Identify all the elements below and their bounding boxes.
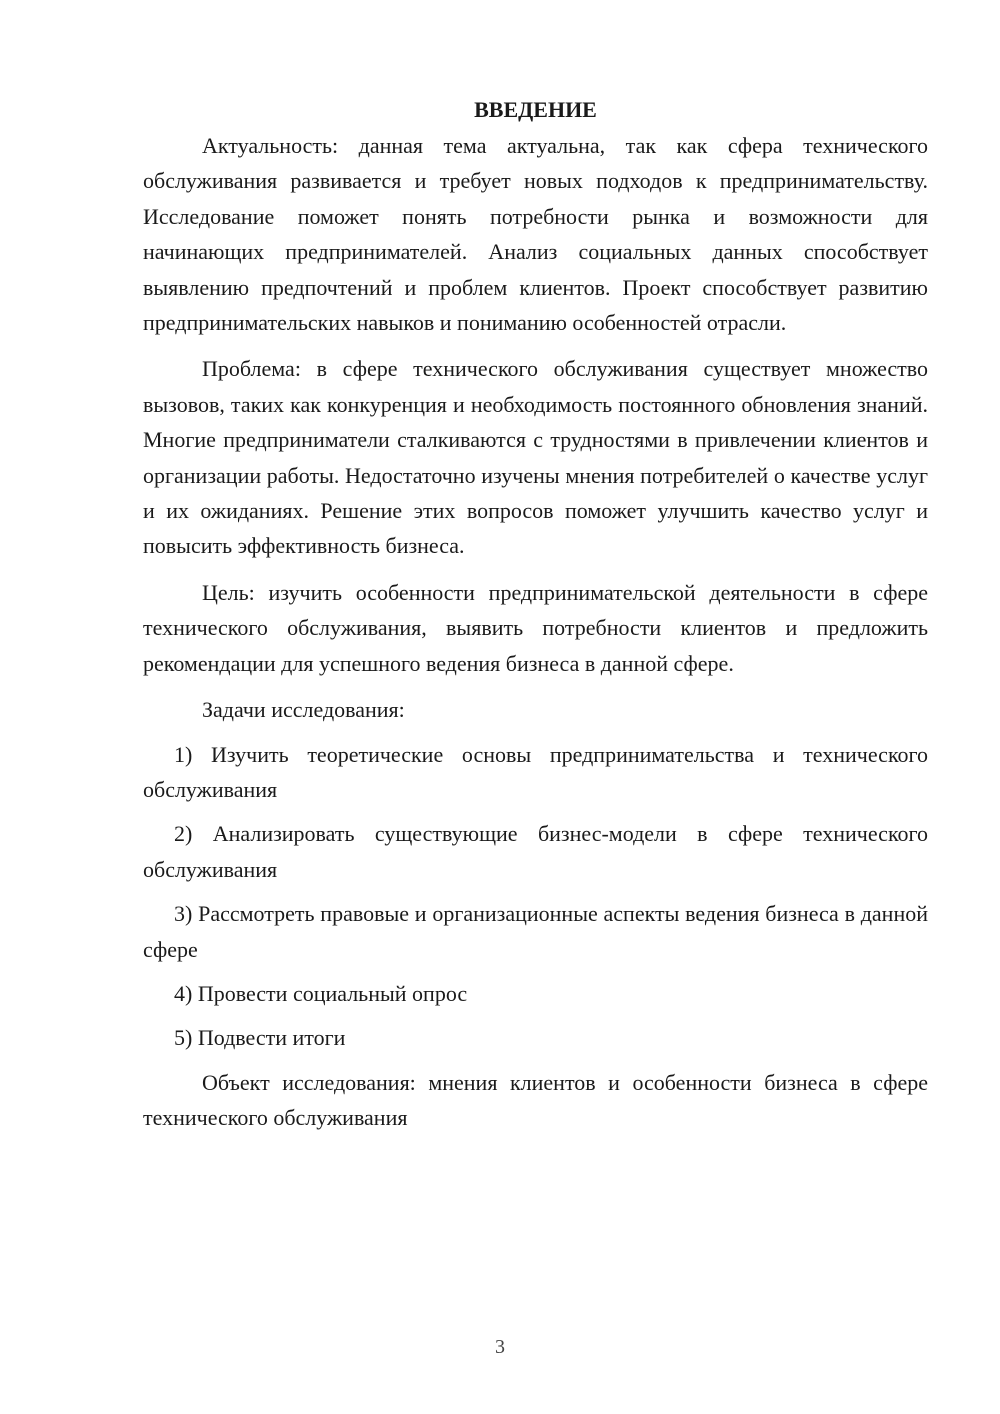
list-item: 4) Провести социальный опрос [174,980,468,1006]
list-item: 3) Рассмотреть правовые и организационные аспекты ведения бизнеса в данной сфере [143,901,928,962]
paragraph-goal: Цель: изучить особенности предпринимательской деятельности в сфере технического обслуживания, выявить потребности клиентов и предложить рекомендации для успешного ведения бизнеса в данной сфере. [143,579,928,676]
tasks-list [143,737,928,1056]
list-item: 5) Подвести итоги [174,1025,346,1051]
document-page [143,92,928,1136]
page-title: ВВЕДЕНИЕ [474,97,597,122]
list-item: 1) Изучить теоретические основы предпринимательства и технического обслуживания [143,741,928,802]
paragraph-relevance: Актуальность: данная тема актуальна, так как сфера технического обслуживания развивается и требует новых подходов к предпринимательству. Исследование поможет понять потребности рынка и возможности для начинающих предпринимателей. Анализ социальных данных способствует выявлению предпочтений и проблем клиентов. Проект способствует развитию предпринимательских навыков и пониманию особенностей отрасли. [143,133,928,336]
paragraph-problem: Проблема: в сфере технического обслуживания существует множество вызовов, таких как конкуренция и необходимость постоянного обновления знаний. Многие предприниматели сталкиваются с трудностями в привлечении клиентов и организации работы. Недостаточно изучены мнения потребителей о качестве услуг и их ожиданиях. Решение этих вопросов поможет улучшить качество услуг и повысить эффективность бизнеса. [143,356,928,559]
list-item: 2) Анализировать существующие бизнес-модели в сфере технического обслуживания [143,821,928,882]
paragraph-object: Объект исследования: мнения клиентов и особенности бизнеса в сфере технического обслуживания [143,1069,928,1131]
page-number: 3 [495,1336,505,1358]
tasks-heading: Задачи исследования: [202,697,405,723]
